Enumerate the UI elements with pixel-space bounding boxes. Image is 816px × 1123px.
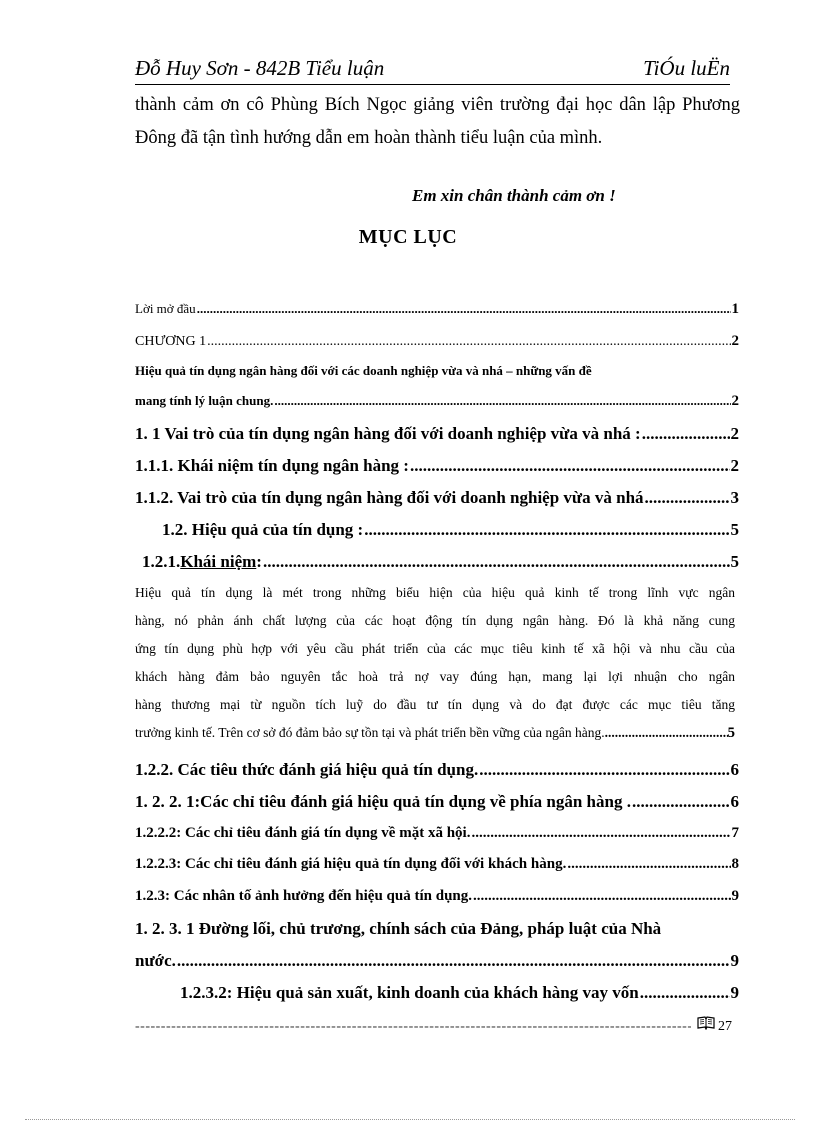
toc-entry-text: 1.2.2.3: Các chỉ tiêu đánh giá hiệu quả tín dụng đối với khách hàng. <box>135 856 567 872</box>
toc-leader <box>274 393 730 409</box>
paragraph-line: hàng thương mại từ nguồn tích luỹ do đầu tư tín dụng và do đạt được các mục tiêu tăng <box>135 697 735 712</box>
paragraph-line: trưởng kinh tế. Trên cơ sở đó đảm bảo sự tồn tại và phát triển bền vững của ngân hàng. <box>135 725 605 740</box>
toc-entry[interactable] <box>135 856 739 880</box>
toc-entry-text: nước. <box>135 951 176 970</box>
toc-entry[interactable] <box>180 983 739 1007</box>
thanks-line: Em xin chân thành cảm ơn ! <box>412 186 616 205</box>
toc-entry[interactable] <box>135 488 739 512</box>
toc-entry[interactable] <box>135 792 739 816</box>
toc-entry[interactable] <box>135 363 735 387</box>
toc-title: MỤC LỤC <box>358 226 458 248</box>
toc-entry-text: mang tính lý luận chung. <box>135 393 274 408</box>
toc-page: 6 <box>730 760 739 779</box>
paragraph-line: hàng, nó phản ánh chất lượng của các hoạt động tín dụng ngân hàng. Đó là khả năng cung <box>135 613 735 628</box>
toc-entry-text: 1.1.1. Khái niệm tín dụng ngân hàng : <box>135 456 409 475</box>
toc-leader <box>263 552 730 572</box>
toc-leader <box>632 792 730 812</box>
bottom-dotted-border <box>25 1119 795 1120</box>
toc-entry[interactable] <box>135 301 739 325</box>
header-doc-type: TiÓu luËn <box>643 56 730 80</box>
page-header <box>135 56 730 86</box>
toc-entry-text: 1.2.2.2: Các chỉ tiêu đánh giá tín dụng về mặt xã hội. <box>135 825 471 841</box>
toc-entry[interactable] <box>135 424 739 448</box>
paragraph-last-line <box>135 725 735 753</box>
toc-entry[interactable] <box>142 552 739 576</box>
toc-page: 9 <box>730 951 739 970</box>
toc-leader <box>197 301 731 317</box>
toc-entry[interactable] <box>135 760 739 784</box>
toc-entry-text: Khái niệm <box>180 552 257 571</box>
paragraph-line: ứng tín dụng phù hợp với yêu cầu phát triển của các mục tiêu kinh tế xã hội và nhu cầu của <box>135 641 735 656</box>
toc-leader <box>471 825 730 842</box>
body-line-2: Đông đã tận tình hướng dẫn em hoàn thành tiểu luận của mình. <box>135 128 603 148</box>
toc-entry-text: 1. 2. 2. 1:Các chỉ tiêu đánh giá hiệu quả tín dụng về phía ngân hàng . <box>135 792 631 811</box>
toc-entry-number: 1.2.1. <box>142 552 181 571</box>
toc-entry[interactable] <box>135 919 739 943</box>
book-icon <box>697 1016 715 1035</box>
toc-page: 2 <box>731 393 739 409</box>
toc-page: 5 <box>730 552 739 571</box>
toc-leader <box>410 456 730 476</box>
toc-page: 3 <box>730 488 739 507</box>
toc-entry-text: 1.2. Hiệu quả của tín dụng : <box>162 520 364 539</box>
toc-leader <box>605 725 728 741</box>
toc-leader <box>207 334 730 350</box>
footer-dashed-rule <box>135 1019 691 1035</box>
toc-page: 5 <box>727 725 735 741</box>
body-line-1: thành cảm ơn cô Phùng Bích Ngọc giảng viên trường đại học dân lập Phương <box>135 95 740 115</box>
toc-entry[interactable] <box>135 888 739 912</box>
toc-leader <box>567 856 730 873</box>
toc-entry-colon: : <box>256 552 262 571</box>
toc-entry[interactable] <box>135 825 739 849</box>
paragraph-line: khách hàng đảm bảo nguyên tắc hoà trả nợ vay đúng hạn, mang lại lợi nhuận cho ngân <box>135 669 735 684</box>
page-footer <box>135 1016 732 1036</box>
toc-page: 6 <box>730 792 739 811</box>
toc-leader <box>642 424 730 444</box>
toc-leader <box>479 760 729 780</box>
toc-entry-text: 1. 2. 3. 1 Đường lối, chủ trương, chính sách của Đảng, pháp luật của Nhà <box>135 919 662 938</box>
footer-page-number: 27 <box>718 1019 732 1034</box>
toc-entry-text: Lời mở đầu <box>135 301 196 316</box>
toc-leader <box>640 983 730 1003</box>
toc-entry[interactable] <box>135 393 739 417</box>
toc-entry-text: 1.2.3: Các nhân tố ảnh hưởng đến hiệu quả tín dụng. <box>135 888 473 904</box>
toc-entry[interactable] <box>135 333 739 357</box>
toc-entry[interactable] <box>162 520 739 544</box>
toc-entry-text: 1. 1 Vai trò của tín dụng ngân hàng đối với doanh nghiệp vừa và nhá : <box>135 424 641 443</box>
toc-entry-text: 1.1.2. Vai trò của tín dụng ngân hàng đối với doanh nghiệp vừa và nhá <box>135 488 644 507</box>
toc-paragraph <box>135 585 735 753</box>
toc-page: 9 <box>731 888 739 904</box>
toc-page: 9 <box>730 983 739 1002</box>
toc-page: 2 <box>731 333 739 349</box>
toc-entry-text: 1.2.2. Các tiêu thức đánh giá hiệu quả tín dụng. <box>135 760 479 779</box>
toc-page: 1 <box>731 301 739 317</box>
paragraph-line: Hiệu quả tín dụng là mét trong những biểu hiện của hiệu quả kinh tế trong lĩnh vực ngân <box>135 585 735 600</box>
toc-page: 2 <box>730 424 739 443</box>
toc-entry-text: 1.2.3.2: Hiệu quả sản xuất, kinh doanh của khách hàng vay vốn <box>180 983 639 1002</box>
header-author: Đỗ Huy Sơn - 842B Tiểu luận <box>135 56 385 80</box>
toc-leader <box>645 488 730 508</box>
toc-entry-text: Hiệu quả tín dụng ngân hàng đối với các doanh nghiệp vừa và nhá – những vấn đề <box>135 363 592 378</box>
toc-leader <box>177 951 730 971</box>
toc-page: 2 <box>730 456 739 475</box>
toc-leader <box>473 888 730 905</box>
header-rule <box>135 84 730 85</box>
toc-page: 5 <box>730 520 739 539</box>
toc-entry-text: CHƯƠNG 1 <box>135 334 207 349</box>
toc-entry[interactable] <box>135 456 739 480</box>
toc-page: 7 <box>731 825 739 841</box>
toc-leader <box>364 520 729 540</box>
toc-entry[interactable] <box>135 951 739 975</box>
toc-page: 8 <box>731 856 739 872</box>
